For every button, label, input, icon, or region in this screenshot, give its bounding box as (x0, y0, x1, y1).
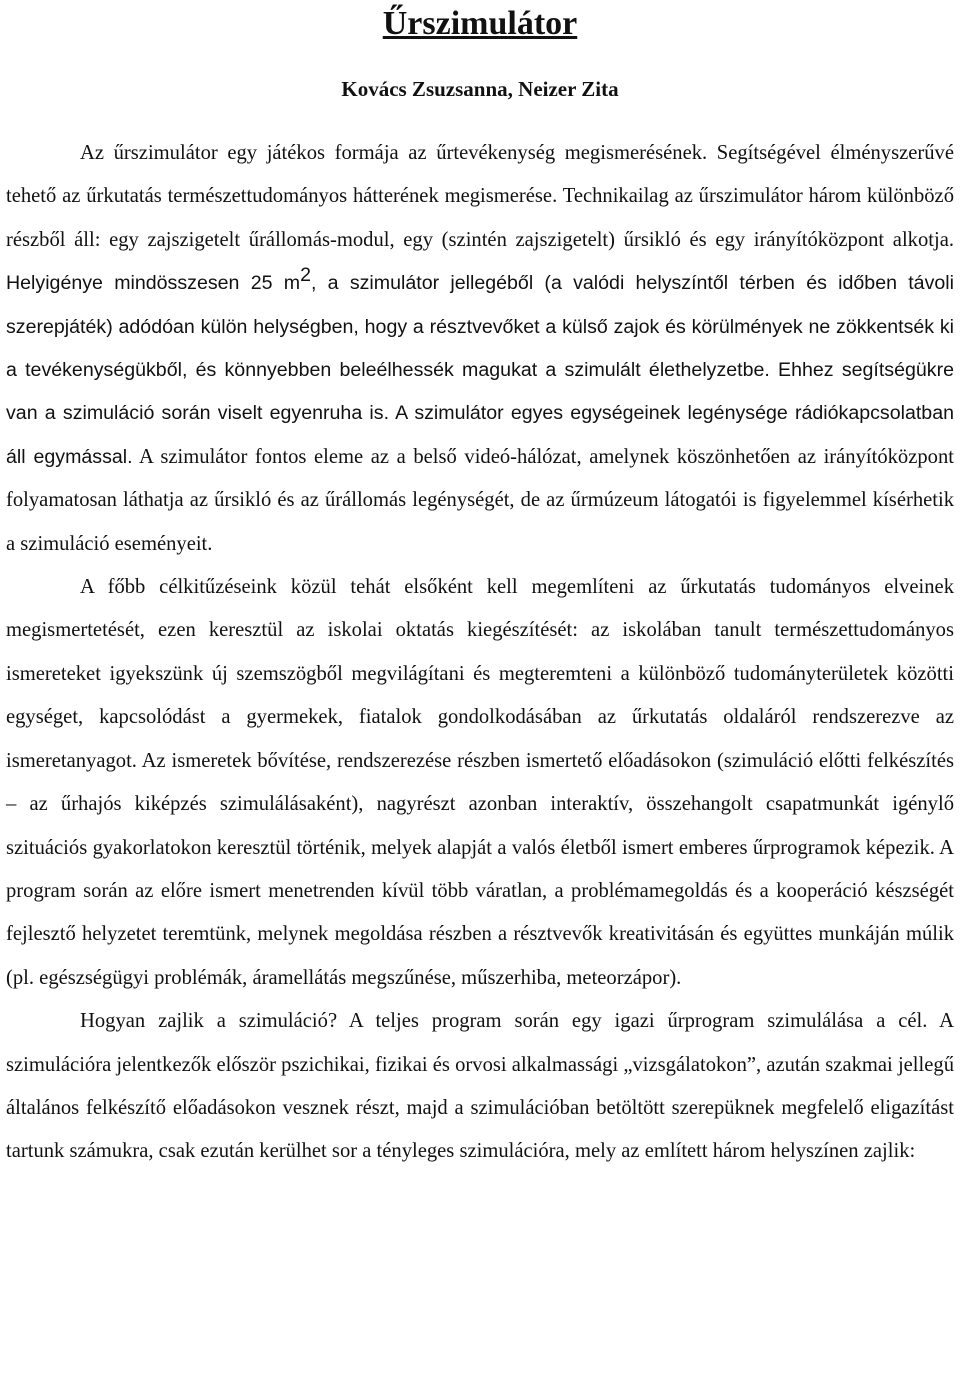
paragraph-intro-part-5: A szimulátor fontos eleme az a belső videó-hálózat, amelynek köszönhetően az irányítóközpont folyamatosan láthatja az űrsikló és az űrállomás legénységét, de az űrmúzeum látogatói is figyelemmel kísérhetik a szimuláció eseményeit. (6, 445, 954, 555)
document-body (6, 132, 954, 1174)
paragraph-intro-part-3: Helyigénye mindösszesen 25 m (6, 272, 301, 295)
paragraph-goals: A főbb célkitűzéseink közül tehát elsőként kell megemlíteni az űrkutatás tudományos elveinek megismertetését, ezen keresztül az iskolai oktatás kiegészítését: az iskolában tanult természettudományos ismereteket igyekszünk új szemszögből megvilágítani és megteremteni a különböző tudományterületek közötti egységet, kapcsolódást a gyermekek, fiatalok gondolkodásában az űrkutatás oldaláról rendszerezve az ismeretanyagot. Az ismeretek bővítése, rendszerezése részben ismertető előadásokon (szimuláció előtti felkészítés – az űrhajós kiképzés szimulálásaként), nagyrészt azonban interaktív, összehangolt csapatmunkát igénylő szituációs gyakorlatokon keresztül történik, melyek alapját a valós életből ismert emberes űrprogramok képezik. A program során az előre ismert menetrenden kívül több váratlan, a problémamegoldás és a kooperáció készségét fejlesztő helyzetet teremtünk, melynek megoldása részben a résztvevők kreativitásán és együttes munkáján múlik (pl. egészségügyi problémák, áramellátás megszűnése, műszerhiba, meteorzápor). (6, 576, 954, 989)
document-authors: Kovács Zsuzsanna, Neizer Zita (341, 77, 619, 101)
paragraph-process: Hogyan zajlik a szimuláció? A teljes program során egy igazi űrprogram szimulálása a cél. A szimulációra jelentkezők először pszichikai, fizikai és orvosi alkalmassági „vizsgálatokon”, azután szakmai jellegű általános felkészítő előadásokon vesznek részt, majd a szimulációban betöltött szerepüknek megfelelő eligazítást tartunk számukra, csak ezután kerülhet sor a tényleges szimulációra, mely az említett három helyszínen zajlik: (6, 1010, 954, 1163)
paragraph-intro-part-1: Az űrszimulátor egy játékos formája az űrtevékenység megismerésének. Segítségével élményszerűvé tehető az űrkutatás természettudományos hátterének megismerése. (6, 142, 954, 208)
superscript-square: 2 (300, 264, 311, 287)
paragraph-intro (6, 132, 954, 566)
document-title: Űrszimulátor (382, 5, 578, 42)
paragraph-intro-part-2: Technikailag az űrszimulátor három különböző részből áll: egy zajszigetelt űrállomás-modul, egy (szintén zajszigetelt) űrsikló és egy irányítóközpont alkotja. (6, 185, 954, 251)
paragraph-intro-part-4: , a szimulátor jellegéből (a valódi helyszíntől térben és időben távoli szerepjáték) adódóan külön helységben, hogy a résztvevőket a külső zajok és körülmények ne zökkentsék ki a tevékenységükből, és könnyebben beleélhessék magukat a szimulált élethelyzetbe. Ehhez segítségükre van a szimuláció során viselt egyenruha is. A szimulátor egyes egységeinek legénysége rádiókapcsolatban áll egymással. (6, 272, 954, 468)
